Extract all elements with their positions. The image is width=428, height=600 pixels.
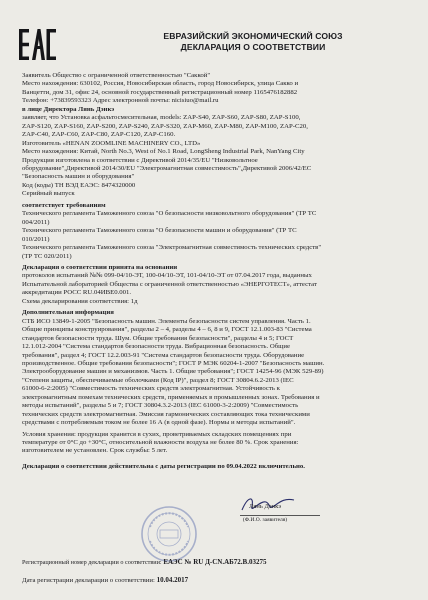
eac-logo — [19, 29, 56, 60]
body-line: Общие принципы конструирования", разделы 2 – 4, разделы 4 – 6, 8 и 9, ГОСТ 12.1.003-83 "Система — [22, 326, 312, 334]
company-stamp — [140, 505, 198, 563]
registration-number-label: Регистрационный номер декларации о соответствии: — [22, 559, 162, 566]
body-line: 12.1.012-2004 "Система стандартов безопасности труда. Вибрационная безопасность. Общие — [22, 343, 290, 351]
signatory-name: Лянь Дэнкэ — [248, 503, 282, 510]
body-line: Технического регламента Таможенного союза "О безопасности машин и оборудования" (ТР ТС — [22, 227, 297, 235]
registration-date-label: Дата регистрации декларации о соответствии: — [22, 577, 155, 584]
body-line: протоколов испытаний №№ 099-04/10-ЭТ, 100-04/10-ЭТ, 101-04/10-ЭТ от 07.04.2017 года, выданных — [22, 272, 312, 280]
document-title: ДЕКЛАРАЦИЯ О СООТВЕТСТВИИ — [180, 42, 326, 52]
body-line: в лице Директора Лянь Дэнкэ — [22, 105, 115, 113]
body-line: СТБ ИСО 13849-1-2005 "Безопасность машин. Элементы безопасности систем управления. Часть 1. — [22, 317, 311, 325]
registration-number — [22, 557, 414, 568]
registration-date — [22, 576, 414, 584]
body-line: 004/2011) — [22, 218, 50, 226]
declaration-body — [22, 72, 414, 471]
registration-date-value: 10.04.2017 — [156, 576, 189, 584]
signature-block — [200, 497, 330, 523]
signature-line — [240, 515, 320, 516]
body-line: "Степени защиты, обеспечиваемые оболочками (Код IP)", раздел 8; ГОСТ 30804.6.2-2013 (IEC — [22, 376, 294, 384]
body-line: Ванцетти, дом 31, офис 24, основной государственный регистрационный номер 1165476182882 — [22, 88, 298, 96]
body-line: Декларация о соответствии принята на основании — [22, 263, 178, 271]
body-line: Телефон: +73839593323 Адрес электронной почты: nicisiuo@mail.ru — [22, 97, 219, 105]
body-line: средствами с потребляемым током не более 16 А (в одной фазе). Нормы и методы испытаний". — [22, 419, 296, 427]
body-line: Технического регламента Таможенного союза "О безопасности низковольтного оборудования" (ТР ТС — [22, 210, 317, 218]
body-line: Изготовитель «HENAN ZOOMLINE MACHINERY CO., LTD» — [22, 139, 201, 147]
body-line: Условия хранения: продукция хранится в сухих, проветриваемых складских помещениях при — [22, 430, 292, 438]
body-line: оборудование",Директивой 2014/30/EU "Электромагнитная совместимость",Директивой 2006/42/EC — [22, 164, 312, 172]
body-line: технических средств электромагнитная. Эмиссия гармонических составляющих тока техническими — [22, 410, 310, 418]
body-line: Схема декларирования соответствия: 1д — [22, 297, 138, 305]
body-line: Продукция изготовлена в соответствии с Директивой 2014/35/EU "Низковольтное — [22, 156, 258, 164]
body-line: производственное. Общие требования безопасности"; ГОСТ Р МЭК 60204-1-2007 "Безопасность машин. — [22, 359, 325, 367]
body-line: методы испытаний", разделы 5 и 7; ГОСТ 30804.3.2-2013 (IEC 61000-3-2:2009) "Совместимость — [22, 402, 299, 410]
body-line: Код (коды) ТН ВЭД ЕАЭС: 8474320000 — [22, 181, 136, 189]
body-line: заявляет, что Установка асфальтосмесительная, models: ZAP-S40, ZAP-S60, ZAP-S80, ZAP-S100, — [22, 114, 301, 122]
document-header — [122, 31, 384, 53]
body-line: электромагнитным помехам технических средств, применяемых в промышленных зонах. Требования и — [22, 393, 320, 401]
body-line: Заявитель Общество с ограниченной ответственностью "Саккой" — [22, 72, 211, 79]
body-line: Электрооборудование машин и механизмов. Часть 1. Общие требования"; ГОСТ 14254-96 (МЭК 529-89) — [22, 368, 324, 376]
body-line: стандартов безопасности труда. Шум. Общие требования безопасности", разделы 4 и 5; ГОСТ — [22, 334, 294, 342]
signatory-caption: (Ф.И.О. заявителя) — [242, 517, 288, 523]
body-line: "Безопасность машин и оборудования" — [22, 173, 135, 181]
body-line: изготовителем не установлен. Срок службы: 5 лет. — [22, 447, 168, 455]
validity-statement: Декларация о соответствии действительна с даты регистрации по 09.04.2022 включительно. — [22, 462, 305, 470]
union-title: ЕВРАЗИЙСКИЙ ЭКОНОМИЧЕСКИЙ СОЮЗ — [163, 31, 343, 41]
body-line: Испытательной лабораторией Общества с ограниченной ответственностью «ЭНЕРГОТЕСТ», аттестат — [22, 280, 317, 288]
body-line: Технического регламента Таможенного союза "Электромагнитная совместимость технических средств" — [22, 244, 322, 252]
body-line: ZAP-S120, ZAP-S160, ZAP-S200, ZAP-S240, ZAP-S320, ZAP-M60, ZAP-M80, ZAP-M100, ZAP-C20, — [22, 122, 308, 130]
body-line: Серийный выпуск — [22, 190, 75, 198]
body-line: Место нахождения: Китай, North No.3, West of No.1 Road, LongSheng Industrial Park, NanYang City — [22, 148, 305, 156]
body-line: температуре от 0°С до +30°С, относительной влажности воздуха не более 80 %. Срок хранения: — [22, 439, 299, 447]
body-line: 61000-6-2:2005) "Совместимость технических средств электромагнитная. Устойчивость к — [22, 385, 280, 393]
body-line: соответствует требованиям — [22, 201, 106, 209]
body-line: Дополнительная информация — [22, 309, 114, 317]
body-line: (ТР ТС 020/2011) — [22, 252, 72, 260]
body-line: 010/2011) — [22, 235, 50, 243]
body-line: требования", раздел 4; ГОСТ 12.2.003-91 "Система стандартов безопасности труда. Оборудование — [22, 351, 305, 359]
body-line: аккредитации РОСС RU.04ИВЕ0.001. — [22, 289, 132, 297]
registration-number-value: ЕАЭС № RU Д-CN.АБ72.В.03275 — [163, 558, 267, 566]
spacer — [22, 456, 414, 463]
body-line: Место нахождения: 630102, Россия, Новосибирская область, город Новосибирск, улица Сакко и — [22, 80, 299, 88]
body-line: ZAP-C40, ZAP-C60, ZAP-C80, ZAP-C120, ZAP-C160. — [22, 131, 176, 139]
